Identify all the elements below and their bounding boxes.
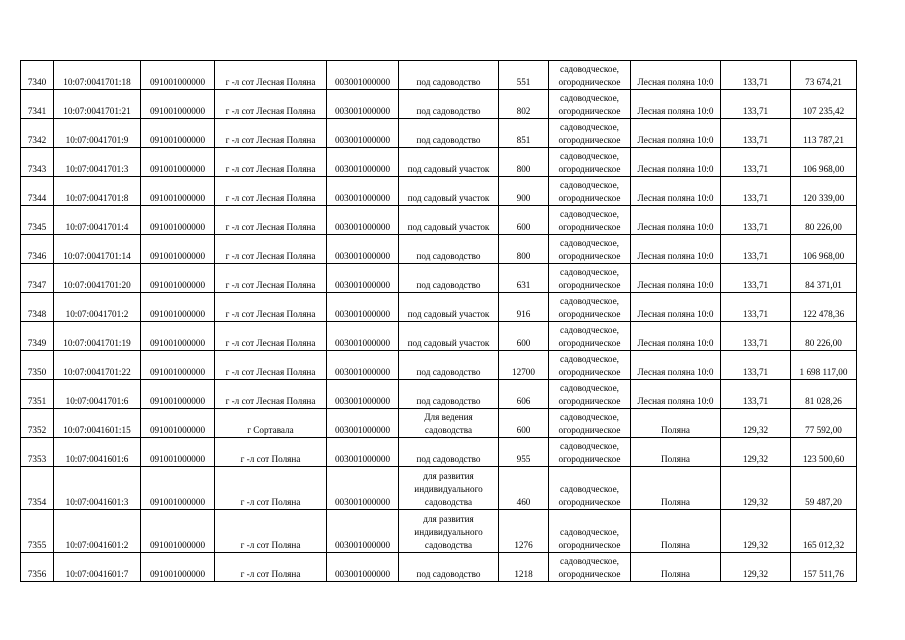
area: 851 <box>499 119 549 148</box>
address: г -л сот Лесная Поляна <box>215 61 327 90</box>
classifier-code: 003001000000 <box>327 380 399 409</box>
okato-code: 091001000000 <box>141 148 215 177</box>
cadastral-value: 1 698 117,00 <box>791 351 857 380</box>
address: г -л сот Лесная Поляна <box>215 293 327 322</box>
permitted-use: под садоводство <box>399 235 499 264</box>
specific-value: 133,71 <box>721 293 791 322</box>
okato-code: 091001000000 <box>141 351 215 380</box>
cadastral-value: 80 226,00 <box>791 206 857 235</box>
permitted-use: под садоводство <box>399 264 499 293</box>
row-number: 7342 <box>21 119 54 148</box>
specific-value: 133,71 <box>721 61 791 90</box>
permitted-use-line: садоводства <box>424 540 473 550</box>
address: г -л сот Лесная Поляна <box>215 351 327 380</box>
table-row <box>21 90 857 119</box>
cadastral-value: 120 339,00 <box>791 177 857 206</box>
classifier-code: 003001000000 <box>327 553 399 582</box>
location: Лесная поляна 10:0 <box>631 351 721 380</box>
cadastral-value: 106 968,00 <box>791 148 857 177</box>
cadastral-value: 113 787,21 <box>791 119 857 148</box>
area: 551 <box>499 61 549 90</box>
cadastral-number: 10:07:0041701:2 <box>54 293 141 322</box>
address: г Сортавала <box>215 409 327 438</box>
classifier-code: 003001000000 <box>327 264 399 293</box>
land-category-line: садоводческое, <box>560 527 619 537</box>
land-category-line: садоводческое, <box>560 122 619 132</box>
permitted-use: под садоводство <box>399 119 499 148</box>
table-row <box>21 177 857 206</box>
cadastral-value: 84 371,01 <box>791 264 857 293</box>
land-category <box>549 510 631 553</box>
specific-value: 133,71 <box>721 119 791 148</box>
classifier-code: 003001000000 <box>327 438 399 467</box>
row-number: 7346 <box>21 235 54 264</box>
location: Лесная поляна 10:0 <box>631 322 721 351</box>
classifier-code: 003001000000 <box>327 351 399 380</box>
permitted-use: под садоводство <box>399 61 499 90</box>
area: 802 <box>499 90 549 119</box>
table-row <box>21 380 857 409</box>
permitted-use: под садоводство <box>399 351 499 380</box>
cadastral-number: 10:07:0041701:22 <box>54 351 141 380</box>
row-number: 7353 <box>21 438 54 467</box>
classifier-code: 003001000000 <box>327 61 399 90</box>
address: г -л сот Лесная Поляна <box>215 177 327 206</box>
row-number: 7343 <box>21 148 54 177</box>
table-row <box>21 235 857 264</box>
land-category-line: огородническое <box>558 135 621 145</box>
classifier-code: 003001000000 <box>327 235 399 264</box>
land-category-line: огородническое <box>558 540 621 550</box>
cadastral-number: 10:07:0041701:19 <box>54 322 141 351</box>
land-category <box>549 119 631 148</box>
area: 12700 <box>499 351 549 380</box>
table-row <box>21 409 857 438</box>
land-category-line: садоводческое, <box>560 64 619 74</box>
address: г -л сот Лесная Поляна <box>215 322 327 351</box>
land-category-line: огородническое <box>558 396 621 406</box>
land-category-line: огородническое <box>558 569 621 579</box>
okato-code: 091001000000 <box>141 119 215 148</box>
land-category-line: огородническое <box>558 367 621 377</box>
table-row <box>21 264 857 293</box>
permitted-use <box>399 510 499 553</box>
area: 600 <box>499 409 549 438</box>
permitted-use: под садовый участок <box>399 322 499 351</box>
permitted-use-line: садоводства <box>424 497 473 507</box>
table-row <box>21 206 857 235</box>
cadastral-value: 73 674,21 <box>791 61 857 90</box>
land-category <box>549 553 631 582</box>
specific-value: 133,71 <box>721 206 791 235</box>
table-row <box>21 61 857 90</box>
land-category <box>549 409 631 438</box>
land-category-line: садоводческое, <box>560 180 619 190</box>
cadastral-number: 10:07:0041601:15 <box>54 409 141 438</box>
cadastral-value: 80 226,00 <box>791 322 857 351</box>
cadastral-value: 123 500,60 <box>791 438 857 467</box>
land-category <box>549 235 631 264</box>
permitted-use: под садовый участок <box>399 206 499 235</box>
classifier-code: 003001000000 <box>327 90 399 119</box>
cadastral-value: 59 487,20 <box>791 467 857 510</box>
land-category-line: огородническое <box>558 164 621 174</box>
table-row <box>21 438 857 467</box>
location: Лесная поляна 10:0 <box>631 90 721 119</box>
classifier-code: 003001000000 <box>327 119 399 148</box>
area: 800 <box>499 235 549 264</box>
land-category <box>549 61 631 90</box>
address: г -л сот Поляна <box>215 438 327 467</box>
table-row <box>21 553 857 582</box>
cadastral-number: 10:07:0041701:3 <box>54 148 141 177</box>
specific-value: 133,71 <box>721 177 791 206</box>
land-registry-table <box>20 60 857 582</box>
land-category-line: огородническое <box>558 280 621 290</box>
okato-code: 091001000000 <box>141 235 215 264</box>
land-category <box>549 206 631 235</box>
land-category-line: садоводческое, <box>560 383 619 393</box>
classifier-code: 003001000000 <box>327 177 399 206</box>
land-category-line: огородническое <box>558 222 621 232</box>
row-number: 7344 <box>21 177 54 206</box>
specific-value: 129,32 <box>721 553 791 582</box>
area: 606 <box>499 380 549 409</box>
land-category-line: садоводческое, <box>560 354 619 364</box>
specific-value: 133,71 <box>721 148 791 177</box>
permitted-use-line: индивидуального <box>414 484 483 494</box>
permitted-use: под садоводство <box>399 553 499 582</box>
permitted-use: под садовый участок <box>399 177 499 206</box>
okato-code: 091001000000 <box>141 553 215 582</box>
specific-value: 129,32 <box>721 467 791 510</box>
area: 631 <box>499 264 549 293</box>
land-category-line: садоводческое, <box>560 151 619 161</box>
cadastral-number: 10:07:0041601:2 <box>54 510 141 553</box>
row-number: 7340 <box>21 61 54 90</box>
classifier-code: 003001000000 <box>327 293 399 322</box>
classifier-code: 003001000000 <box>327 206 399 235</box>
location: Лесная поляна 10:0 <box>631 61 721 90</box>
cadastral-number: 10:07:0041701:4 <box>54 206 141 235</box>
row-number: 7349 <box>21 322 54 351</box>
cadastral-number: 10:07:0041601:6 <box>54 438 141 467</box>
land-category-line: огородническое <box>558 193 621 203</box>
specific-value: 129,32 <box>721 510 791 553</box>
okato-code: 091001000000 <box>141 467 215 510</box>
location: Поляна <box>631 553 721 582</box>
specific-value: 133,71 <box>721 380 791 409</box>
location: Поляна <box>631 467 721 510</box>
table-row <box>21 467 857 510</box>
land-category-line: садоводческое, <box>560 296 619 306</box>
area: 460 <box>499 467 549 510</box>
row-number: 7350 <box>21 351 54 380</box>
specific-value: 133,71 <box>721 90 791 119</box>
permitted-use <box>399 409 499 438</box>
land-category <box>549 90 631 119</box>
address: г -л сот Лесная Поляна <box>215 119 327 148</box>
land-category <box>549 322 631 351</box>
specific-value: 133,71 <box>721 351 791 380</box>
okato-code: 091001000000 <box>141 264 215 293</box>
permitted-use-line: для развития <box>423 514 474 524</box>
classifier-code: 003001000000 <box>327 510 399 553</box>
okato-code: 091001000000 <box>141 409 215 438</box>
location: Лесная поляна 10:0 <box>631 206 721 235</box>
land-category-line: садоводческое, <box>560 556 619 566</box>
address: г -л сот Лесная Поляна <box>215 264 327 293</box>
land-category <box>549 438 631 467</box>
cadastral-number: 10:07:0041701:9 <box>54 119 141 148</box>
land-category <box>549 467 631 510</box>
permitted-use <box>399 467 499 510</box>
cadastral-value: 122 478,36 <box>791 293 857 322</box>
location: Лесная поляна 10:0 <box>631 148 721 177</box>
land-category-line: огородническое <box>558 497 621 507</box>
land-category <box>549 177 631 206</box>
okato-code: 091001000000 <box>141 380 215 409</box>
classifier-code: 003001000000 <box>327 409 399 438</box>
permitted-use-line: Для ведения <box>424 412 473 422</box>
location: Лесная поляна 10:0 <box>631 235 721 264</box>
address: г -л сот Лесная Поляна <box>215 206 327 235</box>
location: Лесная поляна 10:0 <box>631 119 721 148</box>
area: 955 <box>499 438 549 467</box>
cadastral-number: 10:07:0041601:3 <box>54 467 141 510</box>
cadastral-value: 106 968,00 <box>791 235 857 264</box>
permitted-use: под садовый участок <box>399 148 499 177</box>
cadastral-value: 81 028,26 <box>791 380 857 409</box>
permitted-use: под садоводство <box>399 90 499 119</box>
permitted-use-line: индивидуального <box>414 527 483 537</box>
row-number: 7347 <box>21 264 54 293</box>
cadastral-number: 10:07:0041701:14 <box>54 235 141 264</box>
table-row <box>21 351 857 380</box>
location: Лесная поляна 10:0 <box>631 380 721 409</box>
cadastral-number: 10:07:0041701:18 <box>54 61 141 90</box>
land-category <box>549 264 631 293</box>
cadastral-number: 10:07:0041701:6 <box>54 380 141 409</box>
address: г -л сот Поляна <box>215 467 327 510</box>
address: г -л сот Поляна <box>215 510 327 553</box>
land-category <box>549 293 631 322</box>
permitted-use-line: садоводства <box>424 425 473 435</box>
land-category-line: огородническое <box>558 338 621 348</box>
area: 1276 <box>499 510 549 553</box>
area: 600 <box>499 206 549 235</box>
land-category <box>549 351 631 380</box>
land-category-line: садоводческое, <box>560 412 619 422</box>
area: 800 <box>499 148 549 177</box>
table-row <box>21 148 857 177</box>
address: г -л сот Лесная Поляна <box>215 90 327 119</box>
land-category-line: огородническое <box>558 106 621 116</box>
land-category-line: огородническое <box>558 454 621 464</box>
okato-code: 091001000000 <box>141 438 215 467</box>
classifier-code: 003001000000 <box>327 148 399 177</box>
land-category-line: садоводческое, <box>560 238 619 248</box>
cadastral-number: 10:07:0041701:20 <box>54 264 141 293</box>
area: 900 <box>499 177 549 206</box>
land-category-line: садоводческое, <box>560 325 619 335</box>
table-row <box>21 510 857 553</box>
cadastral-number: 10:07:0041701:8 <box>54 177 141 206</box>
specific-value: 133,71 <box>721 264 791 293</box>
area: 1218 <box>499 553 549 582</box>
land-category-line: огородническое <box>558 77 621 87</box>
land-category-line: садоводческое, <box>560 93 619 103</box>
land-category <box>549 148 631 177</box>
specific-value: 129,32 <box>721 438 791 467</box>
row-number: 7355 <box>21 510 54 553</box>
location: Поляна <box>631 510 721 553</box>
cadastral-value: 77 592,00 <box>791 409 857 438</box>
permitted-use: под садоводство <box>399 438 499 467</box>
row-number: 7351 <box>21 380 54 409</box>
cadastral-value: 107 235,42 <box>791 90 857 119</box>
classifier-code: 003001000000 <box>327 467 399 510</box>
address: г -л сот Лесная Поляна <box>215 148 327 177</box>
address: г -л сот Лесная Поляна <box>215 380 327 409</box>
cadastral-number: 10:07:0041601:7 <box>54 553 141 582</box>
permitted-use: под садовый участок <box>399 293 499 322</box>
row-number: 7345 <box>21 206 54 235</box>
cadastral-number: 10:07:0041701:21 <box>54 90 141 119</box>
land-category-line: садоводческое, <box>560 484 619 494</box>
specific-value: 129,32 <box>721 409 791 438</box>
table-row <box>21 293 857 322</box>
land-category-line: садоводческое, <box>560 267 619 277</box>
okato-code: 091001000000 <box>141 206 215 235</box>
land-category-line: огородническое <box>558 309 621 319</box>
address: г -л сот Поляна <box>215 553 327 582</box>
specific-value: 133,71 <box>721 322 791 351</box>
okato-code: 091001000000 <box>141 293 215 322</box>
okato-code: 091001000000 <box>141 90 215 119</box>
okato-code: 091001000000 <box>141 510 215 553</box>
permitted-use-line: для развития <box>423 471 474 481</box>
okato-code: 091001000000 <box>141 61 215 90</box>
land-category-line: садоводческое, <box>560 209 619 219</box>
row-number: 7341 <box>21 90 54 119</box>
row-number: 7356 <box>21 553 54 582</box>
table-row <box>21 119 857 148</box>
location: Поляна <box>631 409 721 438</box>
okato-code: 091001000000 <box>141 177 215 206</box>
row-number: 7352 <box>21 409 54 438</box>
table-row <box>21 322 857 351</box>
location: Лесная поляна 10:0 <box>631 264 721 293</box>
location: Поляна <box>631 438 721 467</box>
specific-value: 133,71 <box>721 235 791 264</box>
permitted-use: под садоводство <box>399 380 499 409</box>
location: Лесная поляна 10:0 <box>631 293 721 322</box>
row-number: 7348 <box>21 293 54 322</box>
area: 600 <box>499 322 549 351</box>
land-category-line: садоводческое, <box>560 441 619 451</box>
area: 916 <box>499 293 549 322</box>
land-category-line: огородническое <box>558 425 621 435</box>
cadastral-value: 165 012,32 <box>791 510 857 553</box>
classifier-code: 003001000000 <box>327 322 399 351</box>
address: г -л сот Лесная Поляна <box>215 235 327 264</box>
cadastral-value: 157 511,76 <box>791 553 857 582</box>
okato-code: 091001000000 <box>141 322 215 351</box>
location: Лесная поляна 10:0 <box>631 177 721 206</box>
row-number: 7354 <box>21 467 54 510</box>
land-category <box>549 380 631 409</box>
land-category-line: огородническое <box>558 251 621 261</box>
